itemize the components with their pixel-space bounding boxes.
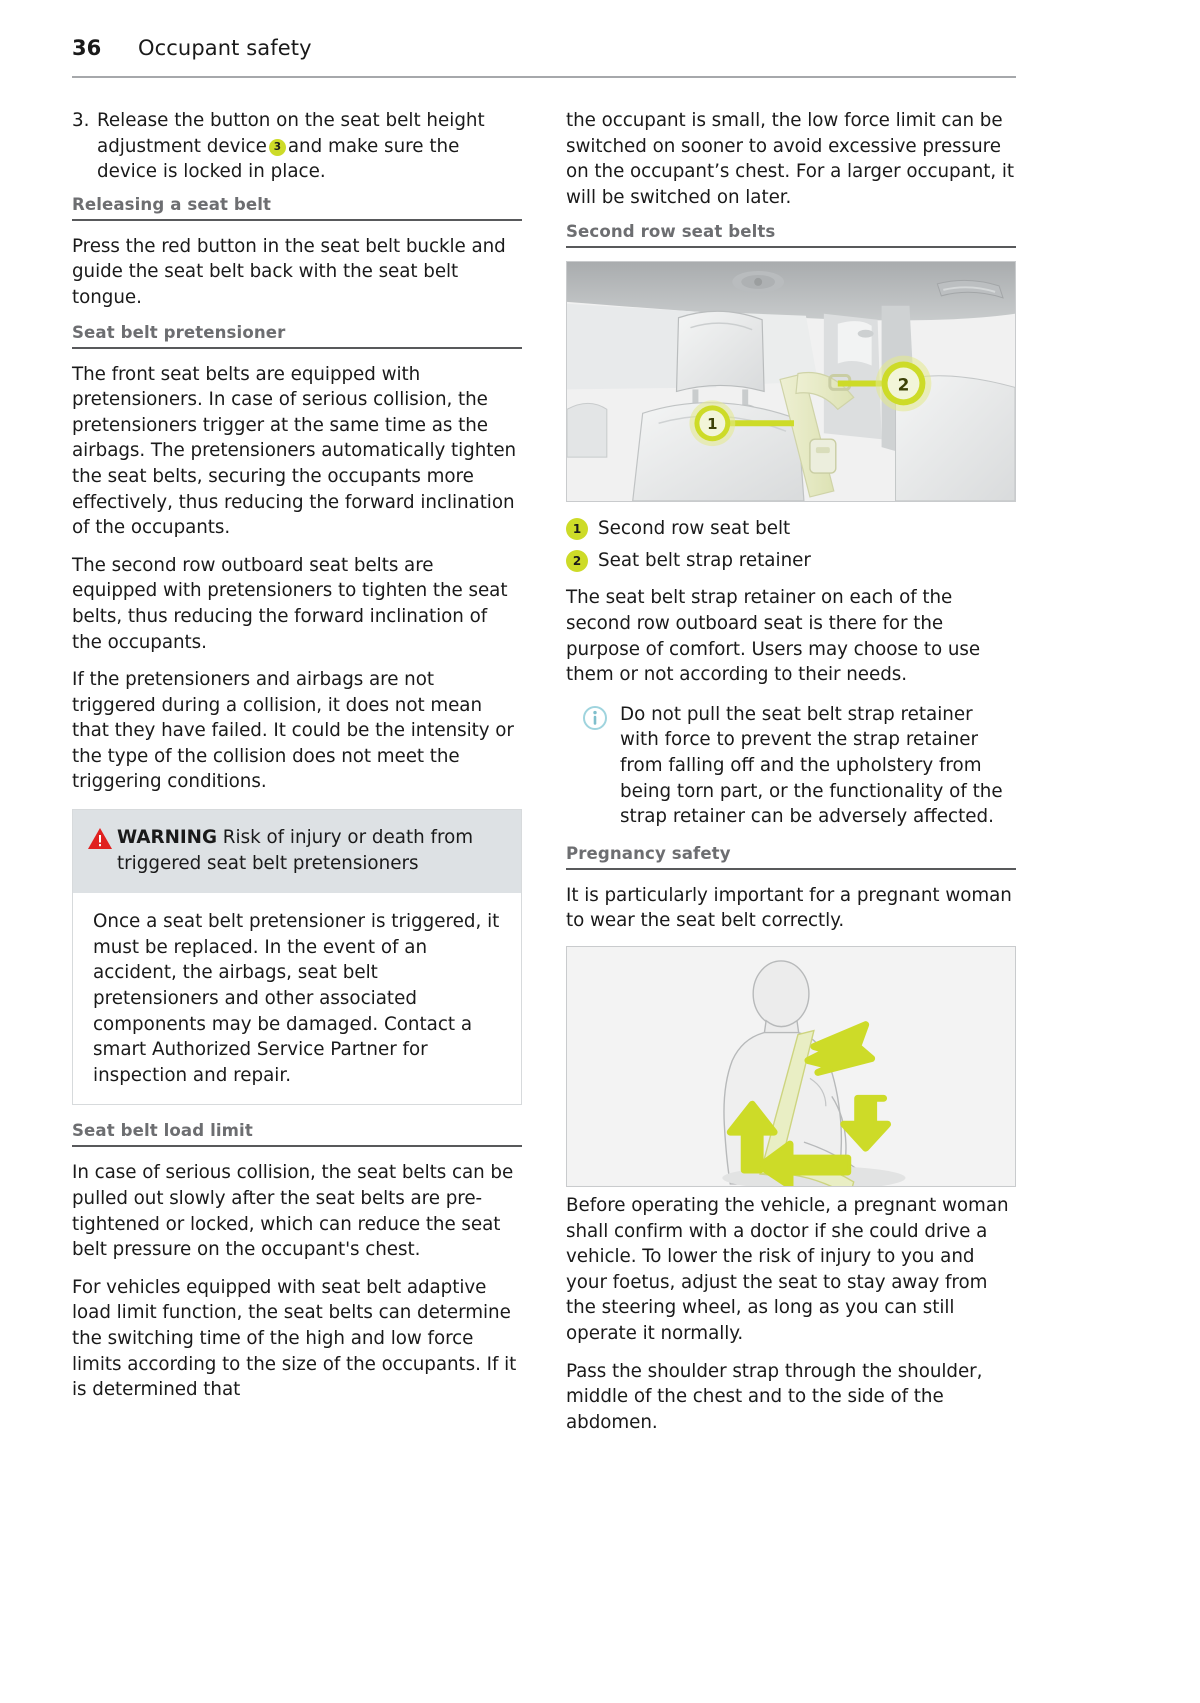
warning-triangle-icon [87, 825, 117, 876]
step-text-after: and make sure the device is locked in place. [97, 135, 460, 183]
info-note-text: Do not pull the seat belt strap retainer with force to prevent the strap retainer from falling off and the upholstery from being torn part, or the functionality of the strap retainer can be adversely affected. [620, 703, 1003, 828]
heading-seat-belt-load-limit: Seat belt load limit [72, 1121, 253, 1141]
heading-releasing-a-seat-belt: Releasing a seat belt [72, 194, 272, 214]
paragraph-load-limit-1: In case of serious collision, the seat belts can be pulled out slowly after the seat belts are pre-tightened or locked, which can reduce the seat belt pressure on the occupant's chest. [72, 1162, 514, 1261]
figure-legend [566, 516, 1016, 573]
step-text [97, 108, 522, 185]
legend-badge-2: 2 [566, 550, 588, 572]
paragraph-strap-retainer: The seat belt strap retainer on each of the second row outboard seat is there for the purpose of comfort. Users may choose to use them or not according to their needs. [566, 587, 981, 686]
warning-label: WARNING [117, 827, 217, 849]
two-column-body [72, 108, 1016, 1447]
header-divider [72, 76, 1016, 78]
callout-badge-3: 3 [269, 139, 286, 156]
paragraph-pretensioner-2: The second row outboard seat belts are equipped with pretensioners to tighten the seat belts, thus reducing the forward inclination of the occupants. [72, 554, 508, 653]
heading-rule [72, 219, 522, 221]
svg-text:1: 1 [707, 415, 718, 434]
legend-label-1: Second row seat belt [598, 518, 791, 540]
paragraph-load-limit-2: For vehicles equipped with seat belt adaptive load limit function, the seat belts can determine the switching time of the high and low force limits according to the size of the occupants. If it is determined that [72, 1276, 517, 1401]
page-header [72, 36, 1016, 60]
step-text-before: Release the button on the seat belt height adjustment device [97, 110, 485, 157]
second-row-seat-belt-illustration [566, 261, 1016, 502]
pregnancy-seat-belt-illustration [566, 946, 1016, 1187]
left-column [72, 108, 522, 1447]
warning-body-text: Once a seat belt pretensioner is triggered, it must be replaced. In the event of an accident, the airbags, seat belt pretensioners and other associated components may be damaged. Contact a smart Authorized Service Partner for inspection and repair. [93, 911, 500, 1086]
paragraph-pregnancy-intro: It is particularly important for a pregnant woman to wear the seat belt correctly. [566, 884, 1012, 932]
paragraph-pregnancy-1: Before operating the vehicle, a pregnant woman shall confirm with a doctor if she could drive a vehicle. To lower the risk of injury to you and your foetus, adjust the seat to stay away from the steering wheel, as long as you can still operate it normally. [566, 1194, 1009, 1344]
paragraph-releasing-seat-belt: Press the red button in the seat belt buckle and guide the seat belt back with the seat belt tongue. [72, 235, 506, 308]
heading-rule [72, 347, 522, 349]
warning-title-text: Risk of injury or death from triggered seat belt pretensioners [117, 827, 474, 874]
heading-pregnancy-safety: Pregnancy safety [566, 843, 731, 863]
paragraph-pretensioner-1: The front seat belts are equipped with pretensioners. In case of serious collision, the pretensioners trigger at the same time as the airbags. The pretensioners automatically tighten the seat belts, securing the occupants more effectively, thus reducing the forward inclination of the occupants. [72, 363, 517, 539]
numbered-step-3 [72, 108, 522, 185]
info-circle-icon [582, 702, 620, 830]
paragraph-load-limit-continued: the occupant is small, the low force limit can be switched on sooner to avoid excessive pressure on the occupant’s chest. For a larger occupant, it will be switched on later. [566, 110, 1015, 208]
right-column [566, 108, 1016, 1447]
warning-title [117, 825, 505, 876]
heading-rule [566, 246, 1016, 248]
svg-text:2: 2 [897, 374, 910, 395]
legend-item [566, 548, 1016, 574]
paragraph-pregnancy-2: Pass the shoulder strap through the shoulder, middle of the chest and to the side of the abdomen. [566, 1360, 983, 1433]
step-number: 3. [72, 110, 90, 131]
warning-body [73, 893, 521, 1104]
chapter-title: Occupant safety [138, 36, 312, 60]
legend-item [566, 516, 1016, 542]
heading-second-row-seat-belts: Second row seat belts [566, 222, 776, 242]
legend-label-2: Seat belt strap retainer [598, 549, 811, 571]
heading-rule [72, 1145, 522, 1147]
warning-box [72, 809, 522, 1105]
legend-badge-1: 1 [566, 518, 588, 540]
heading-seat-belt-pretensioner: Seat belt pretensioner [72, 322, 286, 342]
info-note [582, 702, 1016, 830]
heading-rule [566, 868, 1016, 870]
warning-header [73, 810, 521, 893]
page-number: 36 [72, 36, 102, 60]
paragraph-pretensioner-3: If the pretensioners and airbags are not triggered during a collision, it does not mean that they have failed. It could be the intensity or the type of the collision does not meet the triggering conditions. [72, 669, 514, 793]
